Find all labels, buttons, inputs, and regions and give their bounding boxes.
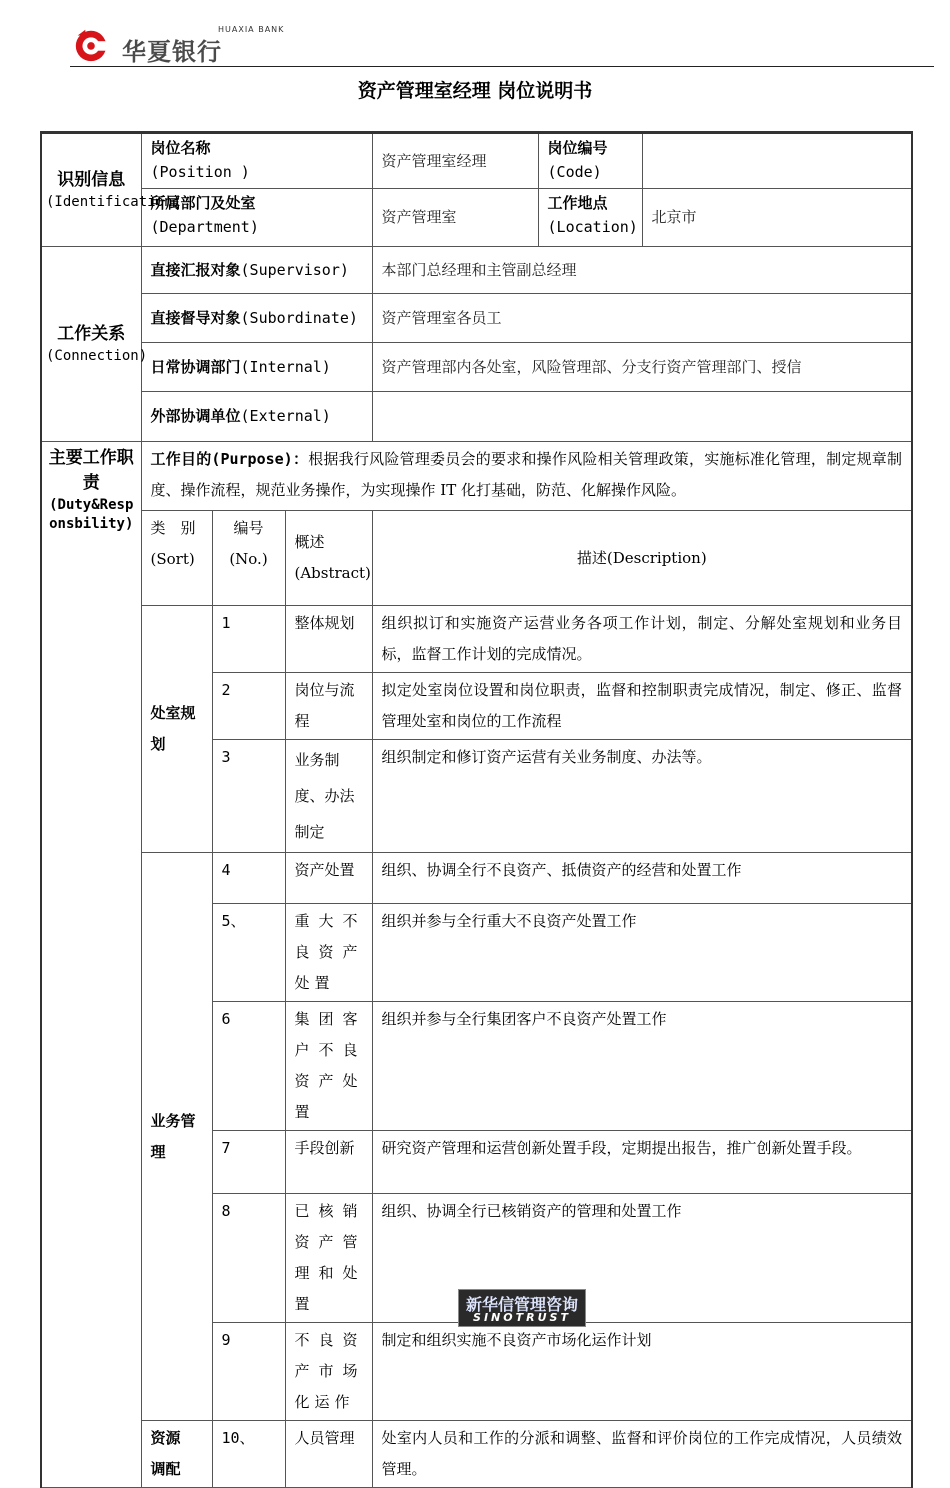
department-value: 资产管理室	[372, 189, 538, 247]
item-abstract: 不良资产市场化运作	[285, 1323, 372, 1421]
item-abstract: 业务制度、办法制定	[285, 740, 372, 853]
position-label-en: (Position )	[150, 163, 250, 181]
location-value: 北京市	[642, 189, 912, 247]
department-label-cn: 所属部门及处室	[150, 194, 256, 212]
purpose-text: 根据我行风险管理委员会的要求和操作风险相关管理政策，实施标准化管理，制定规章制度、操作流程，规范业务操作，为实现操作 IT 化打基础，防范、化解操作风险。	[150, 450, 903, 499]
sort-label: 资源调配	[150, 1429, 181, 1478]
duty-header-row	[41, 511, 912, 606]
connection-row-supervisor	[41, 247, 912, 294]
connection-value: 本部门总经理和主管副总经理	[372, 247, 912, 294]
item-abstract: 整体规划	[285, 606, 372, 673]
identification-title-en: (Identification)	[46, 194, 181, 210]
connection-row-external	[41, 392, 912, 442]
item-abstract: 集团客户不良资产处置	[285, 1002, 372, 1131]
connection-label	[141, 392, 372, 442]
page-title: 资产管理室经理 岗位说明书	[357, 80, 593, 102]
connection-row-subordinate	[41, 294, 912, 343]
purpose-cell	[141, 442, 912, 511]
position-label-cn: 岗位名称	[150, 139, 211, 157]
item-abstract: 资产处置	[285, 853, 372, 904]
location-label-en: (Location)	[547, 218, 638, 236]
sort-label: 业务管理	[150, 1111, 196, 1161]
item-no: 2	[212, 673, 285, 740]
connection-label	[141, 343, 372, 392]
item-abstract: 已核销资产管理和处置	[285, 1194, 372, 1323]
location-label	[538, 189, 642, 247]
connection-label-cn: 直接汇报对象	[150, 260, 241, 279]
huaxia-bank-logo-icon	[72, 26, 110, 64]
connection-label	[141, 294, 372, 343]
item-no: 5、	[212, 904, 285, 1002]
item-description: 组织并参与全行重大不良资产处置工作	[372, 904, 912, 1002]
footer-logo-en: SINOTRUST	[473, 1311, 571, 1324]
duty-purpose-row	[41, 442, 912, 511]
connection-title-en: (Connection)	[46, 348, 148, 364]
connection-label-en: (Internal)	[240, 357, 331, 376]
connection-row-internal	[41, 343, 912, 392]
department-label	[141, 189, 372, 247]
connection-label-en: (Subordinate)	[240, 308, 358, 327]
duty-section-label	[41, 442, 141, 1488]
department-label-en: (Department)	[150, 218, 259, 236]
position-label	[141, 133, 372, 189]
item-abstract: 重大不良资产处置	[285, 904, 372, 1002]
column-header-no: 编号(No.)	[212, 511, 285, 606]
connection-label-cn: 日常协调部门	[150, 357, 241, 376]
connection-value: 资产管理室各员工	[372, 294, 912, 343]
logo-text-en: HUAXIA BANK	[218, 25, 285, 34]
duty-row	[41, 1421, 912, 1488]
page-header	[70, 22, 934, 67]
location-label-cn: 工作地点	[547, 194, 608, 212]
item-abstract: 手段创新	[285, 1131, 372, 1194]
position-value: 资产管理室经理	[372, 133, 538, 189]
sort-cell	[141, 853, 212, 1421]
connection-label	[141, 247, 372, 294]
connection-label-cn: 直接督导对象	[150, 308, 241, 327]
connection-label-en: (External)	[240, 407, 331, 425]
item-description: 拟定处室岗位设置和岗位职责，监督和控制职责完成情况，制定、修正、监督管理处室和岗位的工作流程	[372, 673, 912, 740]
identification-title-cn: 识别信息	[57, 170, 126, 190]
item-description: 处室内人员和工作的分派和调整、监督和评价岗位的工作完成情况，人员绩效管理。	[372, 1421, 912, 1488]
purpose-label: 工作目的(Purpose)：	[150, 450, 309, 468]
connection-section-label	[41, 247, 148, 442]
duty-row	[41, 853, 912, 904]
item-description: 组织并参与全行集团客户不良资产处置工作	[372, 1002, 912, 1131]
duty-row	[41, 606, 912, 673]
item-abstract: 岗位与流程	[285, 673, 372, 740]
identification-row-department	[41, 189, 912, 247]
connection-value: 资产管理部内各处室，风险管理部、分支行资产管理部门、授信	[372, 343, 912, 392]
item-no: 6	[212, 1002, 285, 1131]
job-description-table	[40, 131, 913, 1488]
code-value	[642, 133, 912, 189]
item-no: 3	[212, 740, 285, 853]
sort-label: 处室规划	[150, 704, 196, 753]
item-no: 1	[212, 606, 285, 673]
code-label-cn: 岗位编号	[547, 139, 608, 157]
footer-logo-cn: 新华信管理咨询	[465, 1295, 578, 1314]
item-no: 10、	[212, 1421, 285, 1488]
item-description: 组织、协调全行不良资产、抵债资产的经营和处置工作	[372, 853, 912, 904]
column-header-description: 描述(Description)	[372, 511, 912, 606]
code-label	[538, 133, 642, 189]
duty-title-cn: 主要工作职责	[48, 448, 134, 493]
item-description: 组织制定和修订资产运营有关业务制度、办法等。	[372, 740, 912, 853]
item-no: 4	[212, 853, 285, 904]
item-description: 组织拟订和实施资产运营业务各项工作计划，制定、分解处室规划和业务目标，监督工作计划的完成情况。	[372, 606, 912, 673]
item-description: 制定和组织实施不良资产市场化运作计划	[372, 1323, 912, 1421]
sort-cell	[141, 606, 212, 853]
item-description: 组织、协调全行已核销资产的管理和处置工作	[372, 1194, 912, 1323]
item-abstract: 人员管理	[285, 1421, 372, 1488]
logo-text-cn: 华夏银行	[122, 38, 222, 66]
connection-value	[372, 392, 912, 442]
column-header-sort: 类 别(Sort)	[141, 511, 212, 606]
code-label-en: (Code)	[547, 163, 602, 181]
duty-title-en: (Duty&Responsbility)	[49, 497, 134, 532]
connection-label-cn: 外部协调单位	[150, 407, 241, 425]
sinotrust-logo	[458, 1289, 586, 1327]
item-description: 研究资产管理和运营创新处置手段，定期提出报告，推广创新处置手段。	[372, 1131, 912, 1194]
item-no: 9	[212, 1323, 285, 1421]
sort-cell	[141, 1421, 212, 1488]
connection-title-cn: 工作关系	[57, 324, 126, 344]
column-header-abstract: 概述(Abstract)	[285, 511, 372, 606]
identification-row-position	[41, 133, 912, 189]
connection-label-en: (Supervisor)	[240, 260, 349, 279]
item-no: 7	[212, 1131, 285, 1194]
item-no: 8	[212, 1194, 285, 1323]
